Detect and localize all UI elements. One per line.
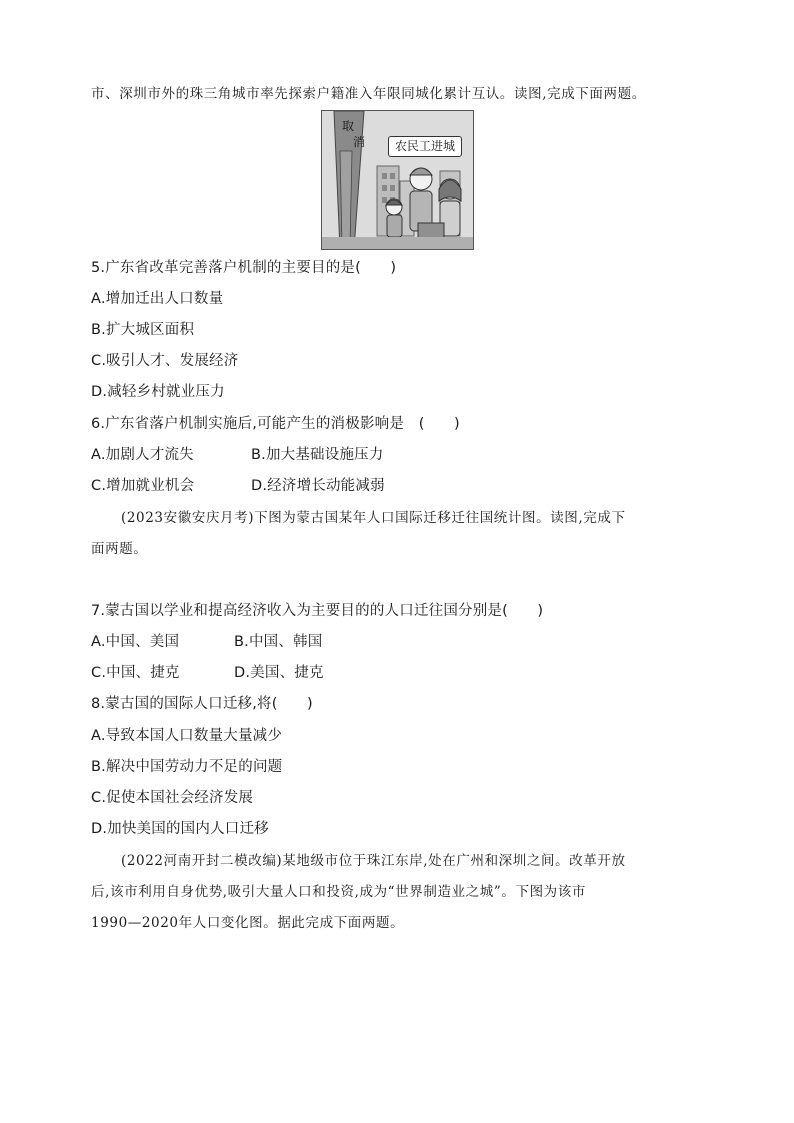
q5-option-a: A.增加迁出人口数量 xyxy=(91,291,224,307)
q6-stem: 6.广东省落户机制实施后,可能产生的消极影响是 ( ) xyxy=(91,416,460,432)
q8-option-c: C.促使本国社会经济发展 xyxy=(91,790,254,806)
q6-option-c: C.增加就业机会 xyxy=(91,478,195,494)
q5-option-b: B.扩大城区面积 xyxy=(91,322,195,338)
q8-stem: 8.蒙古国的国际人口迁移,将( ) xyxy=(91,696,313,712)
q8-option-d: D.加快美国的国内人口迁移 xyxy=(91,821,269,837)
q6-option-d: D.经济增长动能减弱 xyxy=(251,478,385,494)
cartoon-figure xyxy=(321,110,474,250)
q5-option-c: C.吸引人才、发展经济 xyxy=(91,353,239,369)
q8-option-a: A.导致本国人口数量大量减少 xyxy=(91,728,283,744)
q8-option-b: B.解决中国劳动力不足的问题 xyxy=(91,759,283,775)
q5-stem: 5.广东省改革完善落户机制的主要目的是( ) xyxy=(91,260,397,276)
q5-option-d: D.减轻乡村就业压力 xyxy=(91,384,225,400)
intro-city-line2: 后,该市利用自身优势,吸引大量人口和投资,成为“世界制造业之城”。下图为该市 xyxy=(91,884,586,900)
q7-option-d: D.美国、捷克 xyxy=(234,665,324,681)
q7-stem: 7.蒙古国以学业和提高经济收入为主要目的的人口迁往国分别是( ) xyxy=(91,603,544,619)
q7-option-b: B.中国、韩国 xyxy=(234,634,323,650)
intro-city-line3: 1990—2020年人口变化图。据此完成下面两题。 xyxy=(91,915,405,931)
q6-option-a: A.加剧人才流失 xyxy=(91,447,194,463)
q6-option-b: B.加大基础设施压力 xyxy=(251,447,384,463)
intro-mongolia-line1: (2023安徽安庆月考)下图为蒙古国某年人口国际迁移迁往国统计图。读图,完成下 xyxy=(121,510,626,526)
banner-char-2: 消 xyxy=(353,135,366,149)
intro-mongolia-line2: 面两题。 xyxy=(91,541,148,557)
q7-option-c: C.中国、捷克 xyxy=(91,665,180,681)
speech-bubble: 农民工进城 xyxy=(388,136,462,157)
q7-option-a: A.中国、美国 xyxy=(91,634,180,650)
banner-char-1: 取 xyxy=(342,119,355,133)
intro-top-text: 市、深圳市外的珠三角城市率先探索户籍准入年限同城化累计互认。读图,完成下面两题。 xyxy=(91,86,646,102)
intro-city-line1: (2022河南开封二模改编)某地级市位于珠江东岸,处在广州和深圳之间。改革开放 xyxy=(121,853,626,869)
